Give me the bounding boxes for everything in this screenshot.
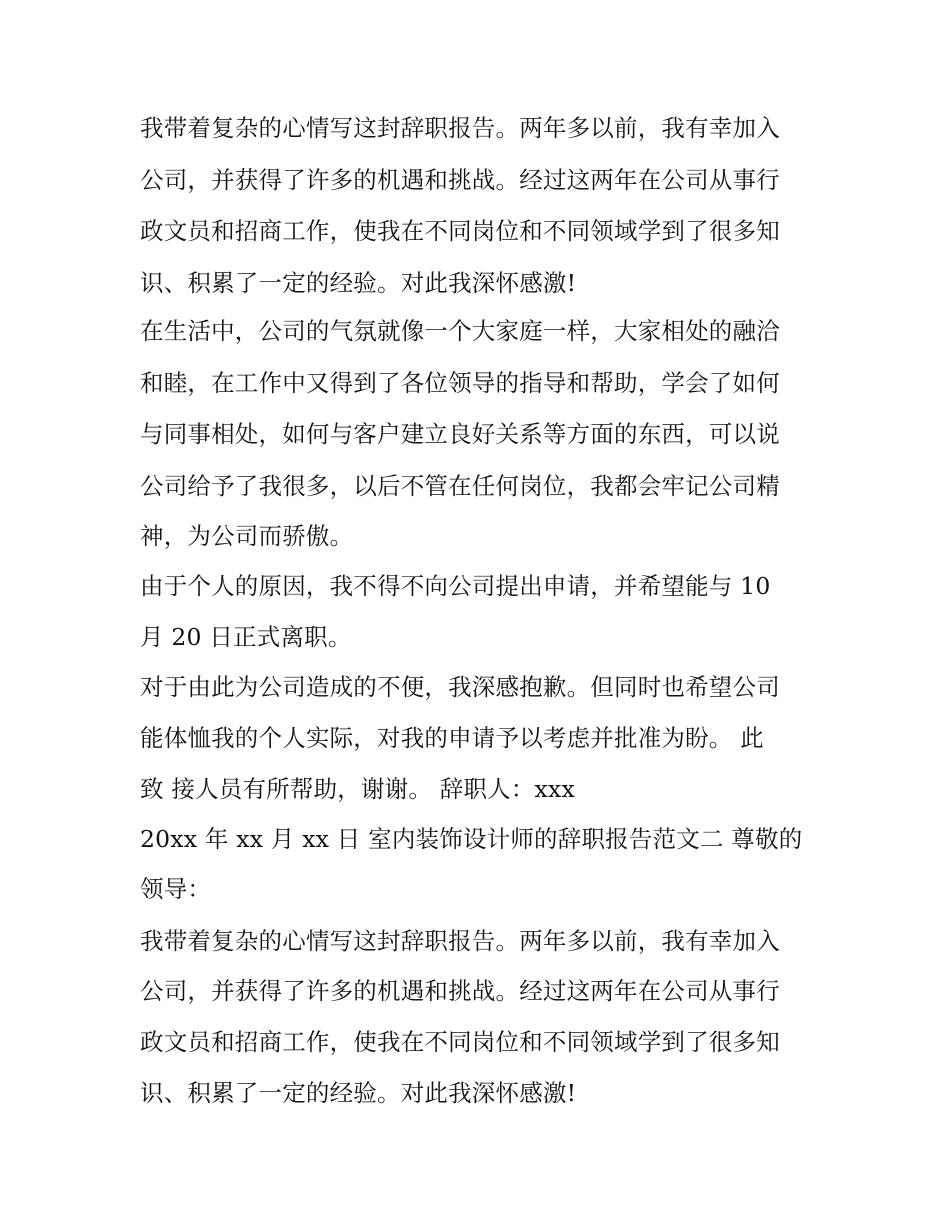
text-line: 能体恤我的个人实际，对我的申请予以考虑并批准为盼。 此: [140, 724, 764, 752]
text-line: 公司，并获得了许多的机遇和挑战。经过这两年在公司从事行: [140, 977, 780, 1005]
text-line: 在生活中，公司的气氛就像一个大家庭一样，大家相处的融洽: [140, 317, 780, 345]
text-line: 我带着复杂的心情写这封辞职报告。两年多以前，我有幸加入: [140, 114, 780, 142]
text-line: 神，为公司而骄傲。: [140, 522, 354, 550]
text-line: 识、积累了一定的经验。对此我深怀感激!: [140, 269, 577, 297]
text-line: 20xx 年 xx 月 xx 日 室内装饰设计师的辞职报告范文二 尊敬的: [140, 825, 803, 853]
text-line: 我带着复杂的心情写这封辞职报告。两年多以前，我有幸加入: [140, 927, 780, 955]
text-line: 公司，并获得了许多的机遇和挑战。经过这两年在公司从事行: [140, 166, 780, 194]
text-line: 识、积累了一定的经验。对此我深怀感激!: [140, 1079, 577, 1107]
text-line: 和睦，在工作中又得到了各位领导的指导和帮助，学会了如何: [140, 369, 780, 397]
text-line: 领导：: [140, 875, 212, 903]
text-line: 由于个人的原因，我不得不向公司提出申请，并希望能与 10: [140, 572, 771, 600]
text-line: 公司给予了我很多，以后不管在任何岗位，我都会牢记公司精: [140, 472, 780, 500]
text-line: 政文员和招商工作，使我在不同岗位和不同领域学到了很多知: [140, 217, 780, 245]
text-line: 月 20 日正式离职。: [140, 623, 352, 651]
text-line: 对于由此为公司造成的不便，我深感抱歉。但同时也希望公司: [140, 673, 780, 701]
text-line: 与同事相处，如何与客户建立良好关系等方面的东西，可以说: [140, 420, 780, 448]
text-line: 致 接人员有所帮助，谢谢。 辞职人：xxx: [140, 775, 575, 803]
text-line: 政文员和招商工作，使我在不同岗位和不同领域学到了很多知: [140, 1028, 780, 1056]
